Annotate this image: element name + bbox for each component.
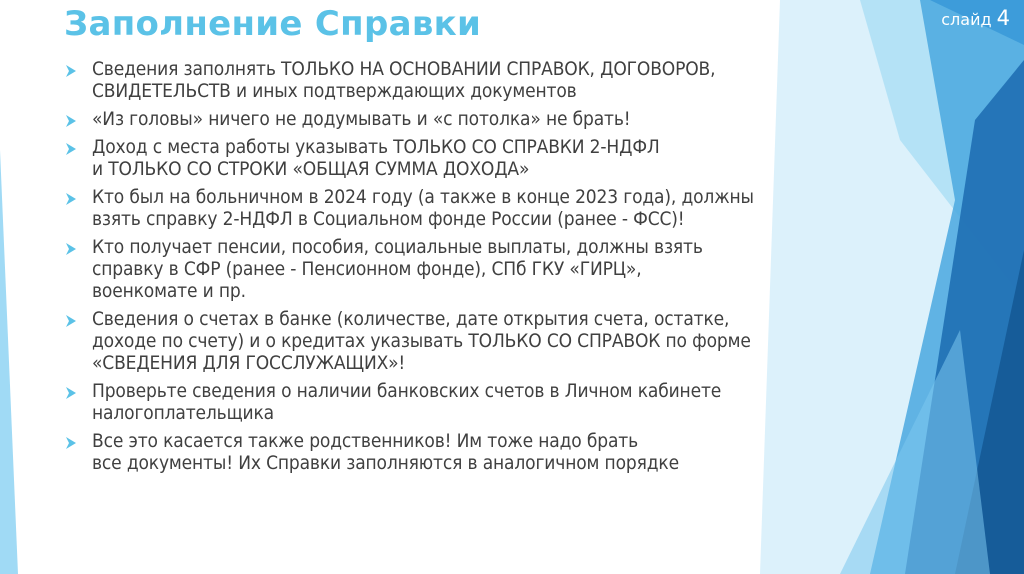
bullet-line: Все это касается также родственников! Им тоже надо брать bbox=[92, 430, 639, 452]
left-sliver-shape bbox=[0, 150, 18, 574]
bullet-line: доходе по счету) и о кредитах указывать ТОЛЬКО СО СПРАВОК по форме bbox=[92, 330, 751, 352]
bullet-line: Сведения заполнять ТОЛЬКО НА ОСНОВАНИИ СПРАВОК, ДОГОВОРОВ, bbox=[92, 58, 716, 80]
bullet-line: Кто получает пенсии, пособия, социальные выплаты, должны взять bbox=[92, 236, 703, 258]
slide-number bbox=[941, 6, 1010, 30]
bullet-line: Сведения о счетах в банке (количестве, дате открытия счета, остатке, bbox=[92, 308, 730, 330]
arrow-bullet-icon bbox=[64, 189, 78, 203]
bullet-line: справку в СФР (ранее - Пенсионном фонде), СПб ГКУ «ГИРЦ», bbox=[92, 258, 642, 280]
bullet-line: налогоплательщика bbox=[92, 402, 274, 424]
bullet-item bbox=[64, 380, 844, 424]
slide-number-label: слайд bbox=[941, 10, 992, 29]
arrow-bullet-icon bbox=[64, 311, 78, 325]
bullet-line: Доход с места работы указывать ТОЛЬКО СО СПРАВКИ 2-НДФЛ bbox=[92, 136, 660, 158]
arrow-bullet-icon bbox=[64, 111, 78, 125]
bullet-line: военкомате и пр. bbox=[92, 280, 246, 302]
bullet-line: все документы! Их Справки заполняются в аналогичном порядке bbox=[92, 452, 679, 474]
bullet-line: Кто был на больничном в 2024 году (а также в конце 2023 года), должны bbox=[92, 186, 754, 208]
arrow-bullet-icon bbox=[64, 383, 78, 397]
arrow-bullet-icon bbox=[64, 239, 78, 253]
bullet-line: и ТОЛЬКО СО СТРОКИ «ОБЩАЯ СУММА ДОХОДА» bbox=[92, 158, 530, 180]
slide-title: Заполнение Справки bbox=[64, 4, 482, 44]
bullet-line: «СВЕДЕНИЯ ДЛЯ ГОССЛУЖАЩИХ»! bbox=[92, 352, 406, 374]
arrow-bullet-icon bbox=[64, 433, 78, 447]
bullet-item bbox=[64, 430, 844, 474]
bullet-item bbox=[64, 136, 844, 180]
slide-number-value: 4 bbox=[996, 6, 1010, 30]
bullet-list bbox=[64, 58, 844, 480]
bullet-item bbox=[64, 186, 844, 230]
arrow-bullet-icon bbox=[64, 61, 78, 75]
bullet-item bbox=[64, 108, 844, 130]
bullet-item bbox=[64, 236, 844, 302]
bullet-line: «Из головы» ничего не додумывать и «с потолка» не брать! bbox=[92, 108, 631, 130]
bullet-line: Проверьте сведения о наличии банковских счетов в Личном кабинете bbox=[92, 380, 722, 402]
bullet-line: СВИДЕТЕЛЬСТВ и иных подтверждающих документов bbox=[92, 80, 577, 102]
arrow-bullet-icon bbox=[64, 139, 78, 153]
bullet-item bbox=[64, 58, 844, 102]
bullet-line: взять справку 2-НДФЛ в Социальном фонде России (ранее - ФСС)! bbox=[92, 208, 685, 230]
bullet-item bbox=[64, 308, 844, 374]
